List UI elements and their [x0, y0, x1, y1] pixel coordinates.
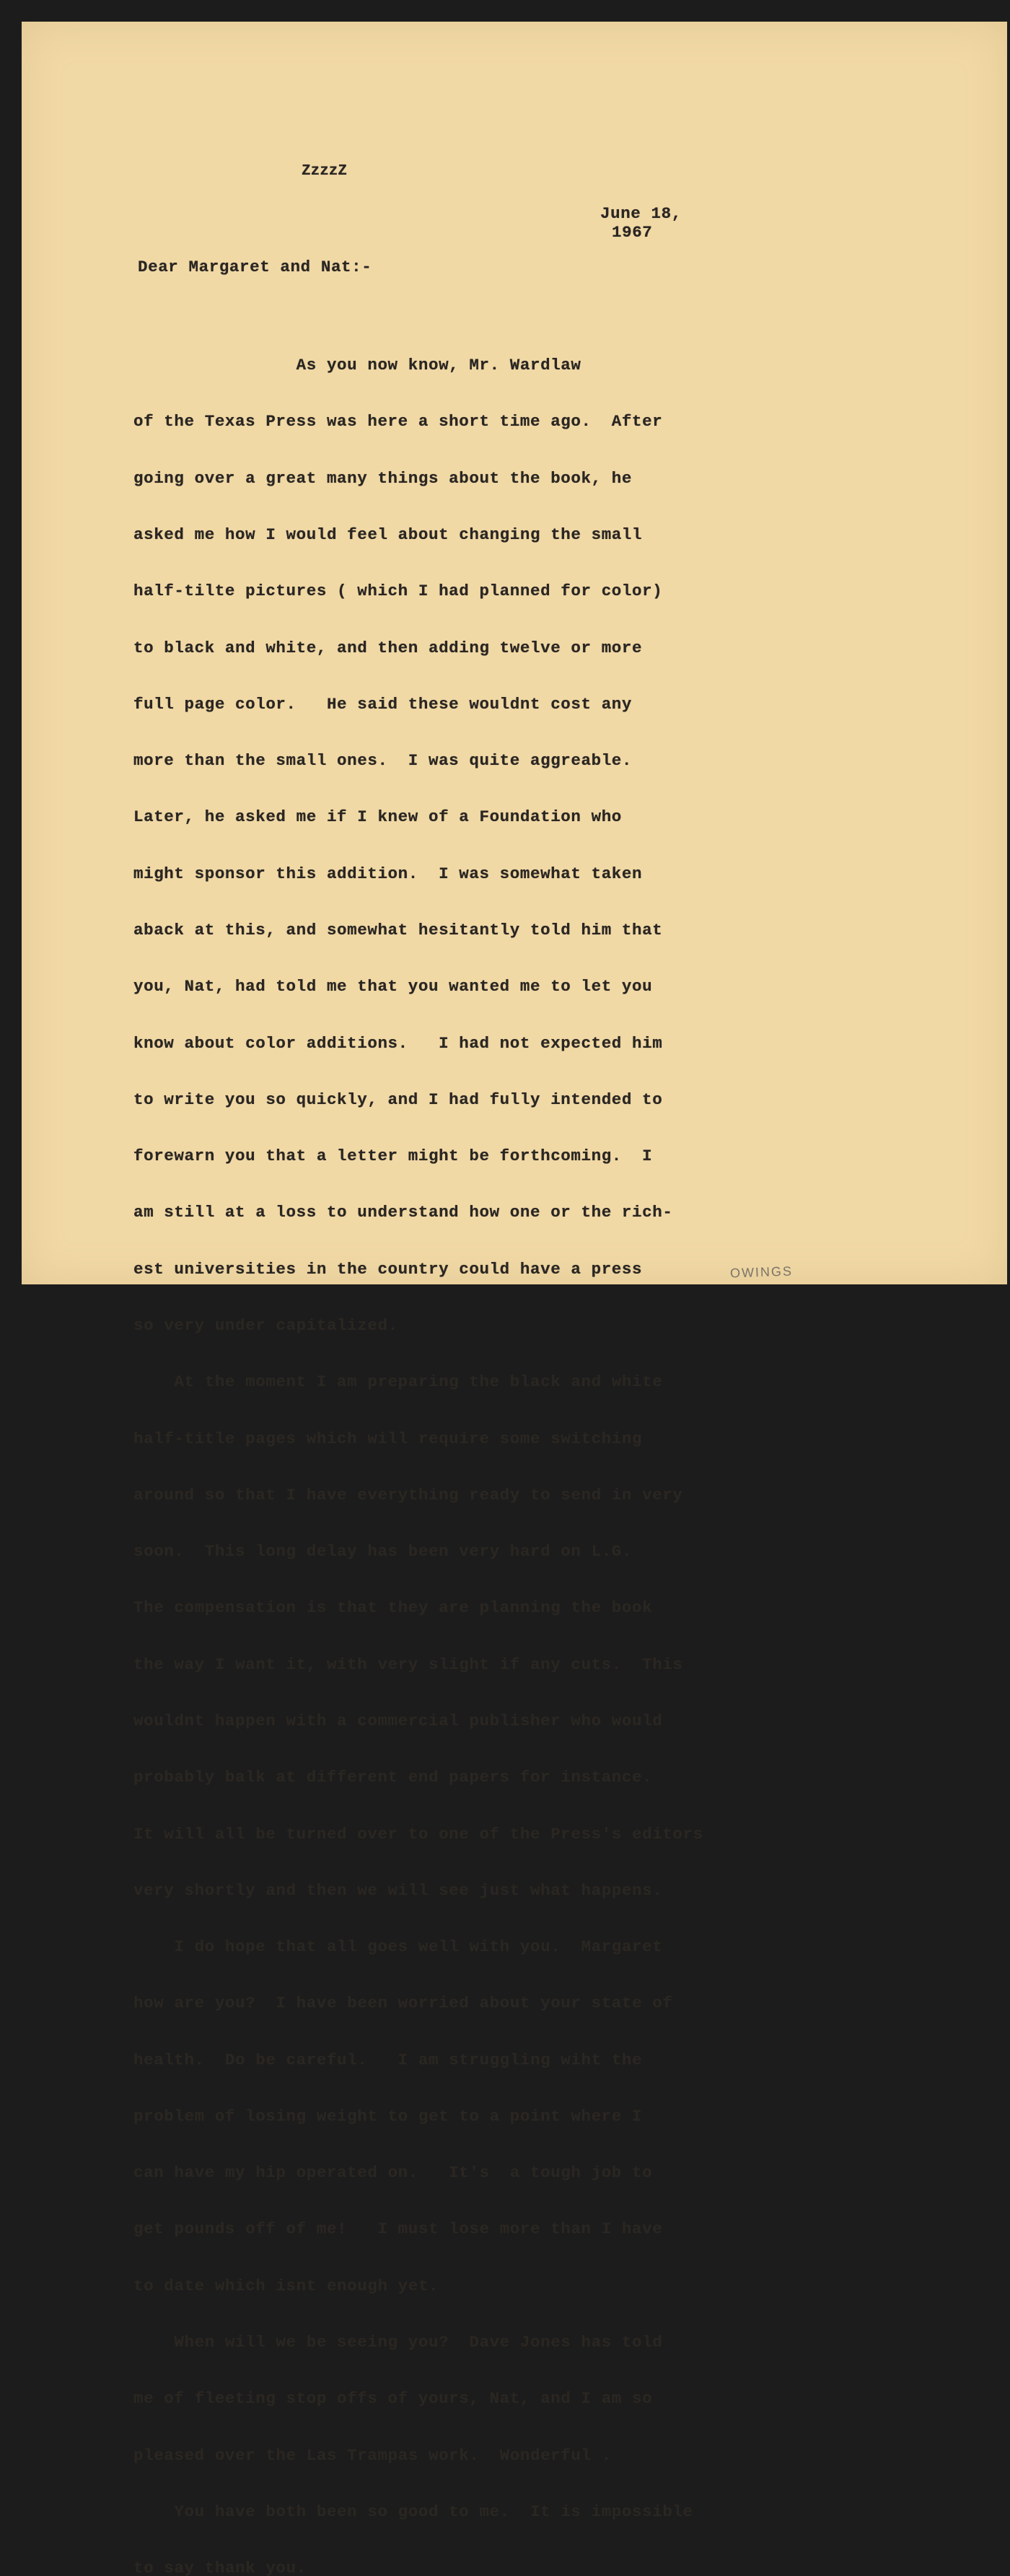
body-line: When will we be seeing you? Dave Jones has told	[133, 2333, 663, 2352]
body-line: wouldnt happen with a commercial publisher who would	[133, 1711, 663, 1730]
body-line: the way I want it, with very slight if any cuts. This	[133, 1655, 683, 1674]
body-line: to black and white, and then adding twelve or more	[133, 638, 643, 657]
letter-body	[133, 318, 703, 2576]
body-line: At the moment I am preparing the black and white	[133, 1372, 663, 1392]
body-line: so very under capitalized.	[133, 1315, 398, 1335]
body-line: soon. This long delay has been very hard on L.G.	[133, 1542, 633, 1561]
body-line: half-title pages which will require some switching	[133, 1429, 643, 1448]
body-line: probably balk at different end papers for instance.	[133, 1768, 653, 1787]
body-line: You have both been so good to me. It is impossible	[133, 2502, 693, 2521]
body-line: It will all be turned over to one of the Press's editors	[133, 1824, 703, 1844]
body-line: know about color additions. I had not expected him	[133, 1033, 663, 1053]
body-line: The compensation is that they are planning the book	[133, 1598, 653, 1618]
body-line: to say thank you.	[133, 2559, 307, 2576]
body-line: problem of losing weight to get to a point where I	[133, 2106, 643, 2126]
body-line: you, Nat, had told me that you wanted me to let you	[133, 977, 653, 996]
body-line: how are you? I have been worried about your state of	[133, 1994, 673, 2013]
body-line: to date which isnt enough yet.	[133, 2276, 439, 2295]
salutation: Dear Margaret and Nat:-	[138, 258, 372, 276]
body-line: to write you so quickly, and I had fully intended to	[133, 1090, 663, 1109]
body-line: As you now know, Mr. Wardlaw	[133, 356, 581, 375]
body-line: me of fleeting stop offs of yours, Nat, and I am so	[133, 2389, 653, 2409]
body-line: more than the small ones. I was quite aggreable.	[133, 751, 633, 771]
body-line: going over a great many things about the book, he	[133, 468, 633, 488]
body-line: of the Texas Press was here a short time ago. After	[133, 412, 663, 431]
body-line: aback at this, and somewhat hesitantly told him that	[133, 921, 663, 939]
body-line: pleased over the Las Trampas work. Wonderful .	[133, 2445, 612, 2465]
archive-pencil-note: OWINGS	[729, 1263, 794, 1281]
body-line: Later, he asked me if I knew of a Foundation who	[133, 807, 622, 827]
letter-date-line1: June 18,	[600, 204, 682, 223]
body-line: health. Do be careful. I am struggling wiht the	[133, 2050, 643, 2069]
body-line: can have my hip operated on. It's a tough job to	[133, 2163, 653, 2183]
body-line: I do hope that all goes well with you. Margaret	[133, 1937, 663, 1957]
body-line: around so that I have everything ready to send in very	[133, 1485, 683, 1504]
body-line: forewarn you that a letter might be forthcoming. I	[133, 1147, 653, 1166]
typed-mark: ZzzzZ	[302, 163, 348, 180]
body-line: get pounds off of me! I must lose more than I have	[133, 2220, 663, 2239]
body-line: very shortly and then we will see just what happens.	[133, 1880, 663, 1900]
body-line: am still at a loss to understand how one or the rich-	[133, 1203, 673, 1222]
body-line: asked me how I would feel about changing the small	[133, 525, 643, 545]
body-line: full page color. He said these wouldnt cost any	[133, 694, 633, 714]
body-line: half-tilte pictures ( which I had planned for color)	[133, 582, 663, 601]
body-line: might sponsor this addition. I was somewhat taken	[133, 864, 643, 883]
letter-date-line2: 1967	[612, 223, 653, 242]
body-line: est universities in the country could have a press	[133, 1259, 643, 1279]
